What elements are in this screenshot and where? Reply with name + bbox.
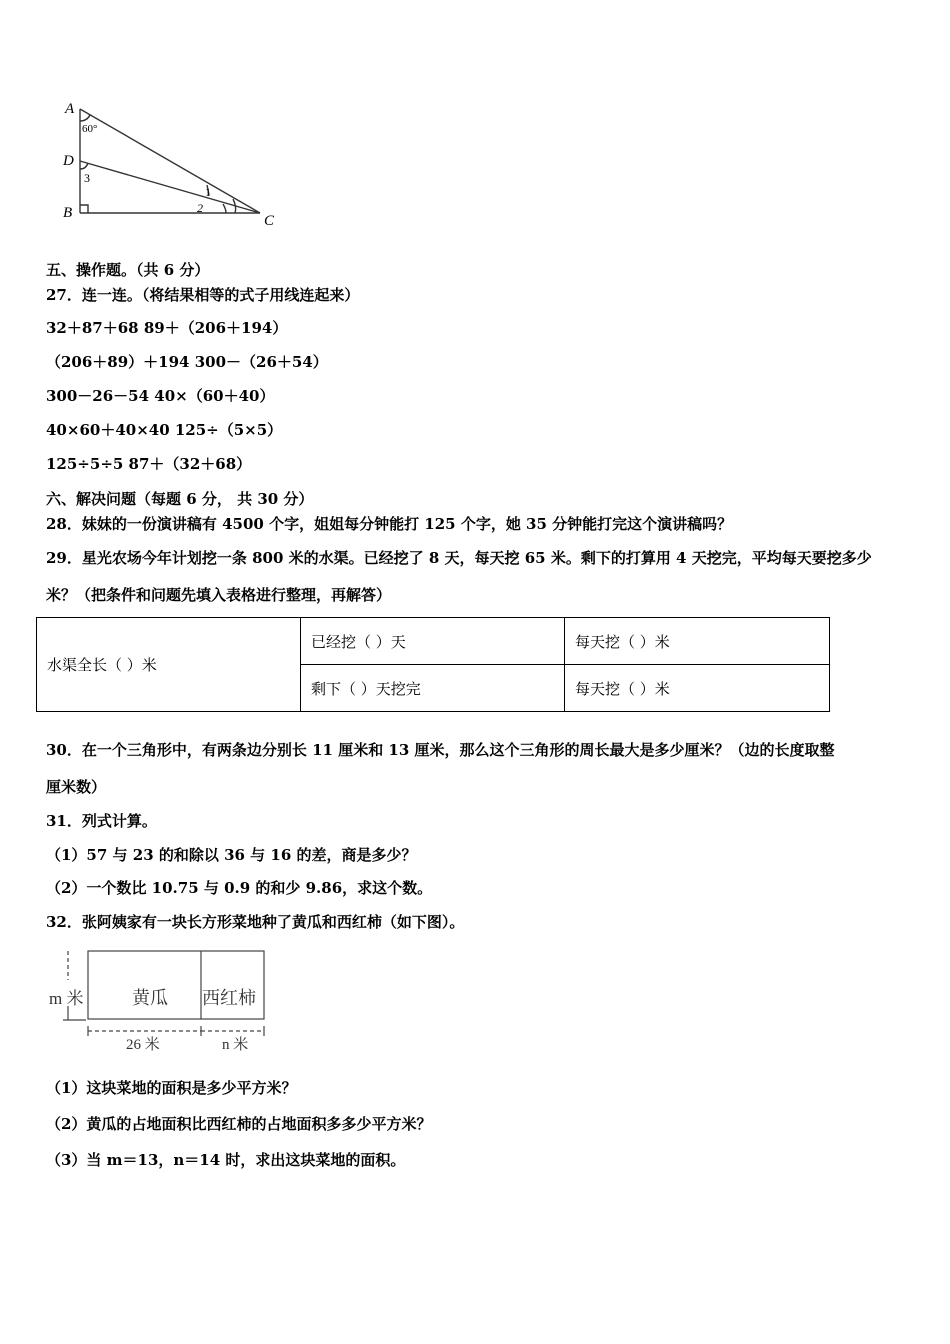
side-ac [80, 109, 260, 213]
section5-heading: 五、操作题。（共 6 分） [46, 261, 210, 279]
section6-heading: 六、解决问题（每题 6 分， 共 30 分） [46, 490, 314, 508]
q31-part-2: （2）一个数比 10.75 与 0.9 的和少 9.86，求这个数。 [46, 879, 433, 897]
label-angle-1: 1 [205, 185, 211, 199]
q32-part-3: （3）当 m＝13，n＝14 时，求出这块菜地的面积。 [46, 1151, 406, 1169]
cell-remaining-per-day: 每天挖（ ）米 [565, 665, 830, 712]
q30-line-2: 厘米数） [46, 778, 107, 796]
m-label: m 米 [49, 989, 84, 1008]
q28-text: 28．妹妹的一份演讲稿有 4500 个字，姐姐每分钟能打 125 个字，她 35 分钟能打完这个演讲稿吗？ [46, 515, 733, 533]
triangle-figure [55, 95, 295, 235]
cell-dug-per-day: 每天挖（ ）米 [565, 618, 830, 665]
label-b: B [63, 205, 73, 221]
q27-row-5: 125÷5÷5 87＋（32＋68） [46, 455, 252, 473]
cell-total-length: 水渠全长（ ）米 [37, 618, 301, 712]
q31-stem: 31．列式计算。 [46, 812, 157, 830]
label-c: C [264, 213, 275, 229]
cell-remaining-days: 剩下（ ）天挖完 [301, 665, 565, 712]
q32-part-2: （2）黄瓜的占地面积比西红柿的占地面积多多少平方米？ [46, 1115, 432, 1133]
angle-arc-a [80, 115, 90, 121]
label-angle-a: 60° [82, 123, 98, 135]
vegetable-plot-figure [46, 944, 276, 1059]
label-angle-3: 3 [84, 171, 90, 185]
tomato-label: 西红柿 [202, 988, 256, 1008]
q30-line-1: 30．在一个三角形中，有两条边分别长 11 厘米和 13 厘米，那么这个三角形的周长最大是多少厘米？（边的长度取整 [46, 741, 835, 759]
q27-row-1: 32＋87＋68 89＋（206＋194） [46, 319, 288, 337]
q31-part-1: （1）57 与 23 的和除以 36 与 16 的差，商是多少？ [46, 846, 417, 864]
right-angle-mark [80, 205, 88, 213]
segment-dc [80, 161, 260, 213]
q32-stem: 32．张阿姨家有一块长方形菜地种了黄瓜和西红柿（如下图）。 [46, 913, 465, 931]
q27-stem: 27．连一连。（将结果相等的式子用线连起来） [46, 286, 360, 304]
label-angle-2: 2 [197, 201, 203, 215]
q27-row-2: （206＋89）＋194 300－（26＋54） [46, 353, 328, 371]
q29-table [36, 617, 830, 712]
q27-row-4: 40×60＋40×40 125÷（5×5） [46, 421, 283, 439]
angle-arc-d [80, 163, 88, 169]
q29-line-2: 米？（把条件和问题先填入表格进行整理，再解答） [46, 586, 392, 604]
label-a: A [65, 101, 75, 117]
q32-part-1: （1）这块菜地的面积是多少平方米？ [46, 1079, 297, 1097]
angle-arc-c-inner [223, 204, 226, 213]
length-26-label: 26 米 [126, 1037, 160, 1053]
plot-rectangle [88, 951, 264, 1019]
cell-dug-days: 已经挖（ ）天 [301, 618, 565, 665]
label-d: D [63, 153, 74, 169]
q29-line-1: 29．星光农场今年计划挖一条 800 米的水渠。已经挖了 8 天，每天挖 65 米。剩下的打算用 4 天挖完，平均每天要挖多少 [46, 549, 872, 567]
length-n-label: n 米 [222, 1037, 249, 1053]
q27-row-3: 300－26－54 40×（60＋40） [46, 387, 275, 405]
cucumber-label: 黄瓜 [132, 988, 168, 1008]
